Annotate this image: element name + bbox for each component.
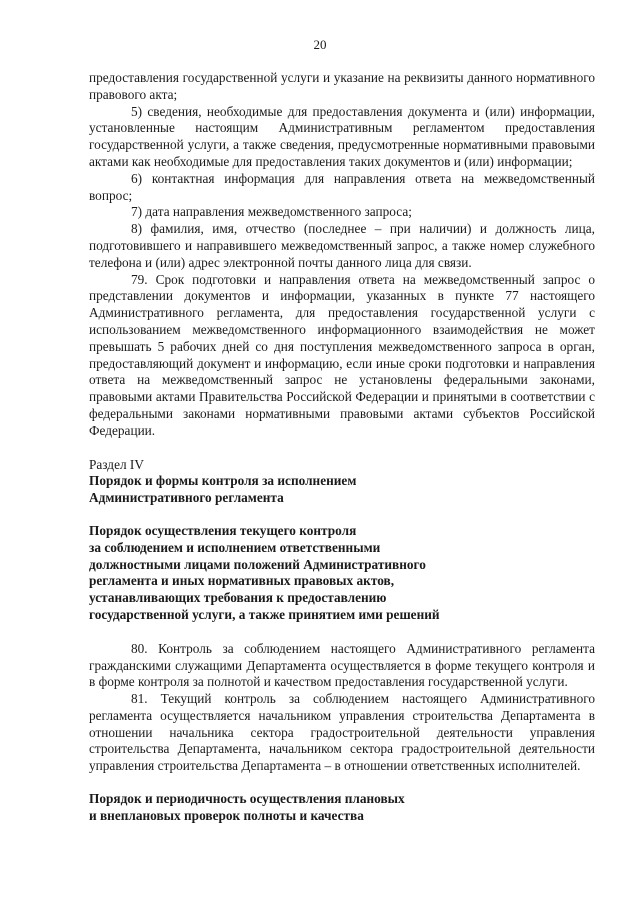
subsection2-heading-line-1: Порядок и периодичность осуществления плановых (89, 791, 405, 807)
paragraph-item-8: 8) фамилия, имя, отчество (последнее – при наличии) и должность лица, подготовившего и направившего межведомственный запрос, а также номер служебного телефона и (или) адрес электронной почты данного лица для связи. (89, 221, 595, 270)
section-title-line-2: Административного регламента (89, 490, 284, 506)
paragraph-continuation: предоставления государственной услуги и указание на реквизиты данного нормативного правового акта; (89, 70, 595, 102)
paragraph-81: 81. Текущий контроль за соблюдением настоящего Административного регламента осуществляется начальником управления строительства Департамента в отношении начальника сектора градостроительной деятельности управления строительства Департамента, начальником сектора градостроительной деятельности управления строительства Департамента – в отношении ответственных исполнителей. (89, 691, 595, 774)
paragraph-80: 80. Контроль за соблюдением настоящего Административного регламента гражданскими служащими Департамента осуществляется в форме текущего контроля и в форме контроля за полнотой и качеством предоставления государственной услуги. (89, 640, 595, 690)
paragraph-79: 79. Срок подготовки и направления ответа на межведомственный запрос о представлении документов и информации, указанных в пункте 77 настоящего Административного регламента, для предоставления государственной услуги с использованием межведомственного информационного взаимодействия не может превышать 5 рабочих дней со дня поступления межведомственного запроса в орган, предоставляющий документ и информацию, если иные сроки подготовки и направления ответа на межведомственный запрос не установлены федеральными законами, правовыми актами Правительства Российской Федерации и принятыми в соответствии с федеральными законами нормативными правовыми актами субъектов Российской Федерации. (89, 271, 595, 438)
section-label: Раздел IV (89, 456, 144, 472)
section-title-line-1: Порядок и формы контроля за исполнением (89, 473, 357, 489)
subsection-heading-line-4: регламента и иных нормативных правовых актов, (89, 573, 395, 589)
subsection-heading-line-5: устанавливающих требования к предоставлению (89, 590, 387, 606)
page-number: 20 (313, 37, 327, 52)
paragraph-item-6: 6) контактная информация для направления ответа на межведомственный вопрос; (89, 170, 595, 203)
paragraph-item-5: 5) сведения, необходимые для предоставления документа и (или) информации, установленные настоящим Административным регламентом предоставления государственной услуги, а также сведения, предусмотренные нормативными правовыми актами как необходимые для предоставления таких документов и (или) информации; (89, 103, 595, 169)
paragraph-item-7: 7) дата направления межведомственного запроса; (131, 204, 412, 220)
subsection-heading-line-3: должностными лицами положений Административного (89, 556, 426, 572)
subsection-heading-line-6: государственной услуги, а также принятием ими решений (89, 606, 440, 622)
subsection-heading-line-1: Порядок осуществления текущего контроля (89, 522, 357, 538)
document-body (89, 70, 595, 825)
subsection2-heading-line-2: и внеплановых проверок полноты и качества (89, 807, 364, 823)
subsection-heading-line-2: за соблюдением и исполнением ответственными (89, 539, 381, 555)
